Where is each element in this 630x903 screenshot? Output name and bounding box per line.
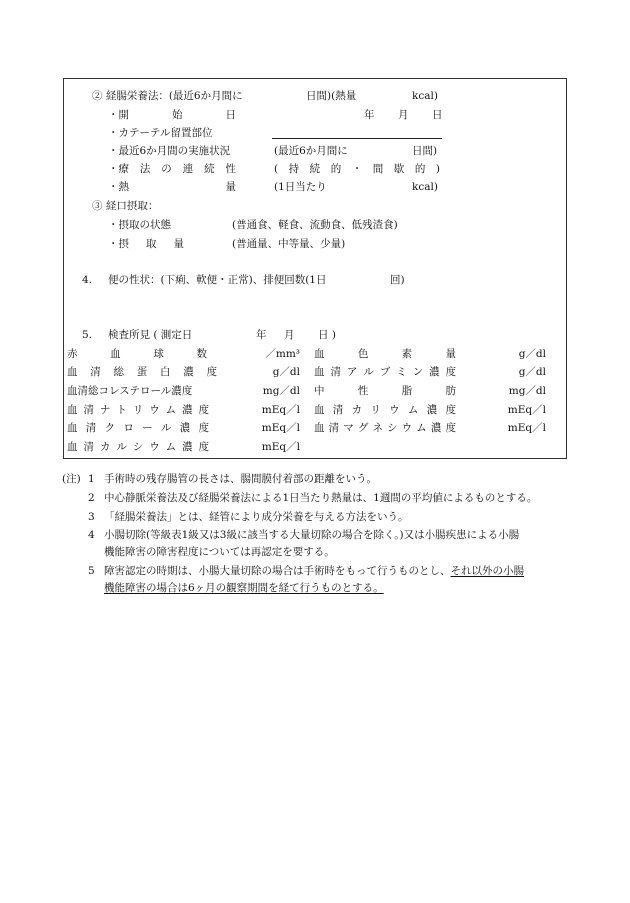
exam-row-4-left-label: 血 清 ナ ト リ ウ ム 濃 度 bbox=[67, 404, 209, 416]
note-5-line-2: 機能障害の場合は6ヶ月の観察期間を経て行うものとする。 bbox=[104, 582, 384, 594]
oral-heading: ③ 経口摂取： bbox=[92, 200, 159, 212]
start-month-unit: 月 bbox=[398, 109, 409, 121]
exam-row-1-left-unit: ／mm³ bbox=[265, 348, 300, 360]
calorie-value-b: kcal) bbox=[412, 181, 438, 193]
note-2-text: 中心静脈栄養法及び経腸栄養法による1日当たり熱量は、1週間の平均値によるものとする。 bbox=[104, 492, 538, 504]
exam-row-4-left-unit: mEq／l bbox=[261, 404, 300, 416]
exam-row-2-right-unit: g／dl bbox=[518, 366, 546, 378]
calorie-value-a: (1日当たり bbox=[274, 181, 327, 193]
exam-title: 検査所見 ( 測定日 bbox=[108, 329, 193, 341]
calorie-label: ・熱 量 bbox=[108, 181, 236, 193]
exam-row-2-left-label: 血 清 総 蛋 白 濃 度 bbox=[67, 366, 217, 378]
exam-row-5-left-unit: mEq／l bbox=[261, 422, 300, 434]
exam-row-5-right-unit: mEq／l bbox=[507, 422, 546, 434]
enteral-days-label: 日間)(熱量 bbox=[306, 90, 357, 102]
catheter-site-field[interactable] bbox=[272, 138, 442, 139]
note-1-number: 1 bbox=[88, 473, 95, 485]
oral-amount-label: ・摂 取 量 bbox=[108, 238, 184, 250]
exam-row-3-left-label: 血清総コレステロール濃度 bbox=[67, 385, 193, 397]
exam-row-3-right-unit: mg／dl bbox=[508, 385, 546, 397]
exam-row-2-right-label: 血 清 ア ル ブ ミ ン 濃 度 bbox=[314, 366, 456, 378]
start-date-label: ・開 始 日 bbox=[108, 109, 236, 121]
continuity-label: ・療 法 の 連 続 性 bbox=[108, 163, 236, 175]
exam-row-3-left-unit: mg／dl bbox=[262, 385, 300, 397]
exam-day-unit: 日 ) bbox=[318, 329, 336, 341]
note-4-number: 4 bbox=[88, 529, 95, 541]
exam-row-5-right-label: 血 清 マ グ ネ シ ウ ム 濃 度 bbox=[314, 422, 456, 434]
note-4-line-1: 小腸切除(等級表1級又は3級に該当する大量切除の場合を除く。)又は小腸疾患による小腸 bbox=[104, 529, 520, 541]
continuity-value: ( 持 続 的 ・ 間 歇 的 ) bbox=[274, 163, 440, 175]
exam-year-unit: 年 bbox=[256, 329, 267, 341]
exam-row-6-left-label: 血 清 カ ル シ ウ ム 濃 度 bbox=[67, 441, 209, 453]
stool-suffix: 回) bbox=[390, 274, 405, 286]
note-3-number: 3 bbox=[88, 511, 95, 523]
exam-row-6-left-unit: mEq／l bbox=[261, 441, 300, 453]
oral-state-value: (普通食、軽食、流動食、低残渣食) bbox=[232, 219, 398, 231]
enteral-heading: ② 経腸栄養法：(最近6か月間に bbox=[92, 90, 243, 102]
start-day-unit: 日 bbox=[432, 109, 443, 121]
exam-row-4-right-unit: mEq／l bbox=[507, 404, 546, 416]
recent-status-value-a: (最近6か月間に bbox=[274, 145, 348, 157]
stool-text: 便の性状：(下痢、軟便・正常)、排便回数(1日 bbox=[108, 274, 327, 286]
exam-row-2-left-unit: g／dl bbox=[272, 366, 300, 378]
note-5-line-1-plain: 障害認定の時期は、小腸大量切除の場合は手術時をもって行うものとし、 bbox=[104, 565, 451, 577]
exam-row-5-left-label: 血 清 ク ロ ー ル 濃 度 bbox=[67, 422, 209, 434]
note-5-line-1-underlined: それ以外の小腸 bbox=[450, 565, 524, 577]
recent-status-label: ・最近6か月間の実施状況 bbox=[108, 145, 231, 157]
exam-month-unit: 月 bbox=[284, 329, 295, 341]
exam-row-3-right-label: 中 性 脂 肪 bbox=[314, 385, 456, 397]
notes-prefix: (注) bbox=[62, 473, 81, 485]
note-5-line-1 bbox=[104, 564, 524, 578]
exam-row-4-right-label: 血 清 カ リ ウ ム 濃 度 bbox=[314, 404, 456, 416]
note-1-text: 手術時の残存腸管の長さは、腸間膜付着部の距離をいう。 bbox=[104, 473, 377, 485]
note-3-text: 「経腸栄養法」とは、経管により成分栄養を与える方法をいう。 bbox=[104, 511, 409, 523]
oral-amount-value: (普通量、中等量、少量) bbox=[232, 238, 346, 250]
note-2-number: 2 bbox=[88, 492, 95, 504]
enteral-kcal-label: kcal) bbox=[412, 90, 438, 102]
note-4-line-2: 機能障害の障害程度については再認定を要する。 bbox=[104, 546, 335, 558]
exam-row-1-right-label: 血 色 素 量 bbox=[314, 348, 456, 360]
oral-state-label: ・摂取の状態 bbox=[108, 219, 171, 231]
exam-number: 5. bbox=[82, 329, 93, 341]
exam-row-1-left-label: 赤 血 球 数 bbox=[67, 348, 207, 360]
recent-status-value-b: 日間) bbox=[412, 145, 438, 157]
note-5-number: 5 bbox=[88, 565, 95, 577]
stool-number: 4. bbox=[82, 274, 93, 286]
exam-row-1-right-unit: g／dl bbox=[518, 348, 546, 360]
catheter-site-label: ・カテーテル留置部位 bbox=[108, 127, 213, 139]
start-year-unit: 年 bbox=[364, 109, 375, 121]
